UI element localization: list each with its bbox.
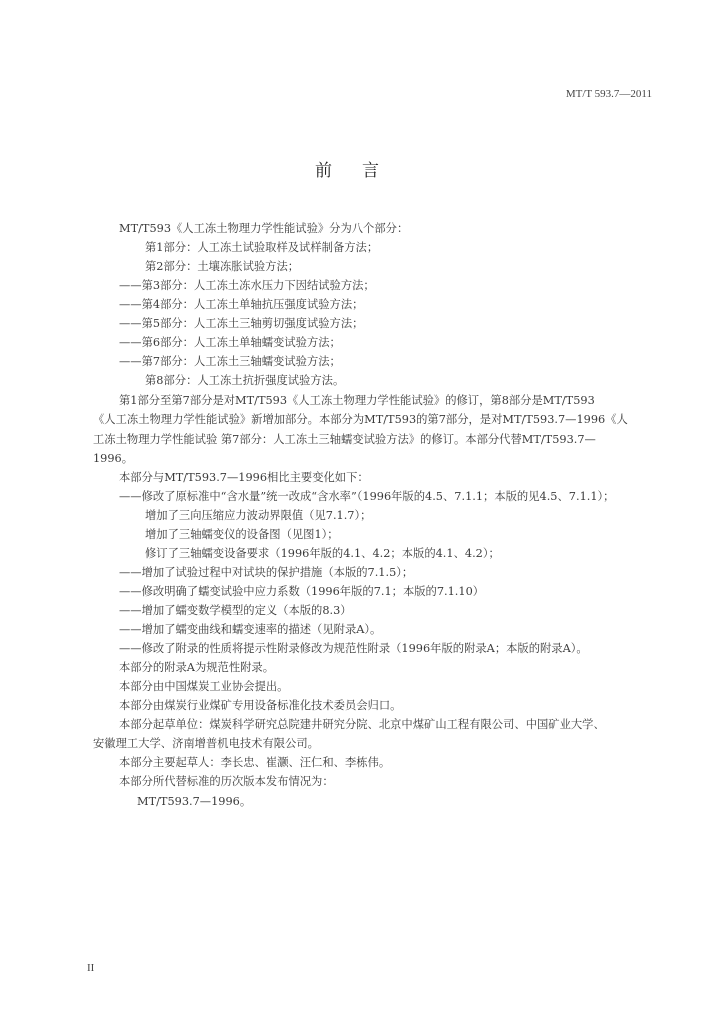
change-item: 增加了三轴蠕变仪的设备图（见图1）；	[145, 528, 339, 541]
revision-line: 《人工冻土物理力学性能试验》新增加部分。本部分为MT/T593的第7部分，是对MT/T593.7—1996《人	[93, 413, 628, 426]
revision-line: 1996。	[93, 452, 134, 465]
page-title: 前言	[315, 161, 409, 181]
closing-line: 本部分由中国煤炭工业协会提出。	[119, 680, 289, 693]
part-item: 第2部分：土壤冻胀试验方法；	[145, 260, 300, 273]
change-item: ——增加了试验过程中对试块的保护措施（本版的7.1.5）；	[119, 566, 414, 579]
change-item: 增加了三向压缩应力波动界限值（见7.1.7）；	[145, 509, 372, 522]
standard-code: MT/T 593.7—2011	[565, 88, 652, 100]
revision-line: 第1部分至第7部分是对MT/T593《人工冻土物理力学性能试验》的修订，第8部分是MT/T593	[119, 394, 595, 407]
intro-line: MT/T593《人工冻土物理力学性能试验》分为八个部分：	[119, 222, 409, 235]
closing-line: 本部分的附录A为规范性附录。	[119, 661, 275, 674]
change-item: ——修改了附录的性质将提示性附录修改为规范性附录（1996年版的附录A；本版的附录A）。	[119, 642, 588, 655]
closing-line: 本部分主要起草人：李长忠、崔灏、汪仁和、李栋伟。	[119, 756, 391, 769]
change-item: 修订了三轴蠕变设备要求（1996年版的4.1、4.2；本版的4.1、4.2）；	[145, 547, 500, 560]
closing-line: 本部分由煤炭行业煤矿专用设备标准化技术委员会归口。	[119, 699, 402, 712]
part-item: ——第4部分：人工冻土单轴抗压强度试验方法；	[119, 298, 364, 311]
part-item: ——第7部分：人工冻土三轴蠕变试验方法；	[119, 355, 341, 368]
change-item: ——修改明确了蠕变试验中应力系数（1996年版的7.1；本版的7.1.10）	[119, 585, 485, 598]
changes-intro: 本部分与MT/T593.7—1996相比主要变化如下：	[119, 471, 369, 484]
page-number: II	[87, 962, 95, 974]
change-item: ——增加了蠕变曲线和蠕变速率的描述（见附录A）。	[119, 623, 382, 636]
closing-line: MT/T593.7—1996。	[137, 795, 252, 808]
closing-line: 安徽理工大学、济南增普机电技术有限公司。	[93, 737, 319, 750]
change-item: ——修改了原标准中“含水量”统一改成“含水率”（1996年版的4.5、7.1.1；本版的见4.5、7.1.1）；	[119, 490, 615, 503]
change-item: ——增加了蠕变数学模型的定义（本版的8.3）	[119, 604, 352, 617]
part-item: ——第5部分：人工冻土三轴剪切强度试验方法；	[119, 317, 364, 330]
part-item: 第8部分：人工冻土抗折强度试验方法。	[145, 374, 345, 387]
part-item: 第1部分：人工冻土试验取样及试样制备方法；	[145, 241, 379, 254]
part-item: ——第3部分：人工冻土冻水压力下因结试验方法；	[119, 279, 375, 292]
closing-line: 本部分起草单位：煤炭科学研究总院建井研究分院、北京中煤矿山工程有限公司、中国矿业大学、	[119, 718, 605, 731]
revision-line: 工冻土物理力学性能试验 第7部分：人工冻土三轴蠕变试验方法》的修订。本部分代替MT/T593.7—	[93, 433, 596, 446]
part-item: ——第6部分：人工冻土单轴蠕变试验方法；	[119, 336, 341, 349]
closing-line: 本部分所代替标准的历次版本发布情况为：	[119, 775, 334, 788]
